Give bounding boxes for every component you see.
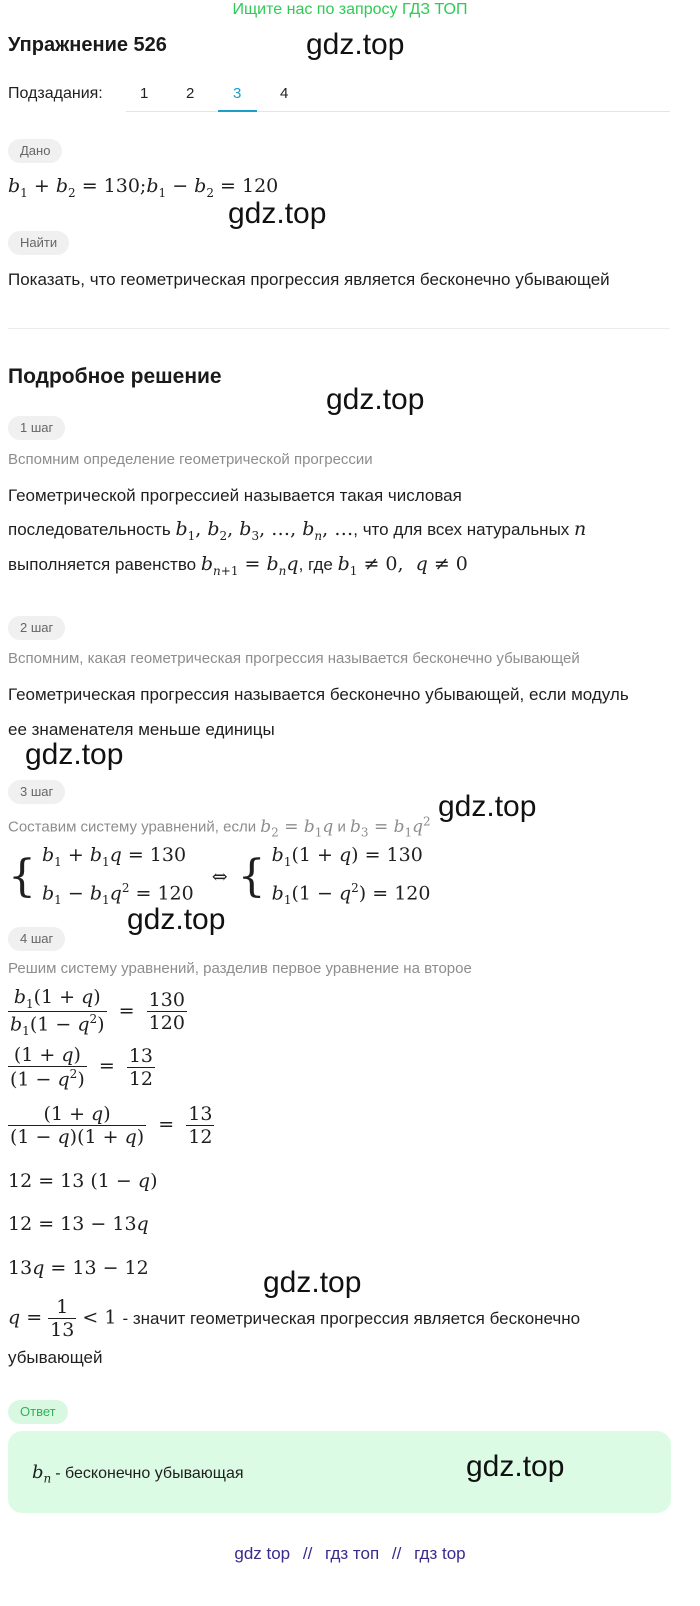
subtasks-tabs — [126, 78, 670, 112]
find-text: Показать, что геометрическая прогрессия является бесконечно убывающей — [8, 270, 610, 289]
step-4-hint: Решим систему уравнений, разделив первое уравнение на второе — [8, 960, 472, 977]
watermark: gdz.top — [263, 1266, 362, 1299]
solution-title: Подробное решение — [8, 365, 222, 388]
given-badge: Дано — [8, 139, 62, 163]
answer-badge: Ответ — [8, 1400, 68, 1424]
watermark: gdz.top — [438, 790, 537, 823]
footer-links — [0, 1544, 700, 1564]
step-1-hint: Вспомним определение геометрической прогрессии — [8, 451, 373, 468]
watermark: gdz.top — [228, 197, 327, 230]
divider — [8, 328, 670, 329]
step-4-conclusion-line2: убывающей — [8, 1348, 103, 1367]
step-4-conclusion: q = $\frac{1}{13}$ < 1 - значит геометрическая прогрессия является бесконечно — [8, 1296, 581, 1341]
subtask-tab-3[interactable]: 3 — [233, 85, 242, 102]
step-2-line1: Геометрическая прогрессия называется бесконечно убывающей, если модуль — [8, 685, 629, 704]
subtask-tab-4[interactable]: 4 — [280, 85, 289, 102]
step-4-eq4: 12 = 13 (1 − q) — [8, 1170, 158, 1192]
subtasks-label: Подзадания: — [8, 85, 103, 102]
watermark: gdz.top — [127, 903, 226, 936]
step-2-hint: Вспомним, какая геометрическая прогрессия называется бесконечно убывающей — [8, 650, 580, 667]
answer-text: $b_n$ - бесконечно убывающая — [32, 1462, 244, 1486]
step-1-line2: последовательность $b_1$, $b_2$, $b_3$, …, $b_n$, …, что для всех натуральных n — [8, 518, 587, 543]
step-4-eq1: $\frac{b_1(1 + q)}{b_1(1 - q^2)}$ = $\frac{130}{120}$ — [10, 986, 185, 1038]
step-4-eq3: $\frac{(1 + q)}{(1 - q)(1 + q)}$ = $\frac{13}{12}$ — [10, 1103, 213, 1148]
footer-separator: // — [391, 1544, 402, 1563]
footer-link-3[interactable]: гдз top — [414, 1544, 466, 1563]
step-3-system: { $b_1 + b_1q = 130$ $b_1 - b_1q^2 = 120$ ⇔ { $b_1(1 + q) = 130$ $b_1(1 - q^2) = 120$ — [8, 844, 431, 907]
step-3-badge: 3 шаг — [8, 780, 65, 804]
active-tab-indicator — [218, 110, 257, 112]
step-4-badge: 4 шаг — [8, 927, 65, 951]
step-4-eq5: 12 = 13 − 13q — [8, 1213, 149, 1235]
step-2-badge: 2 шаг — [8, 616, 65, 640]
subtask-tab-2[interactable]: 2 — [186, 85, 195, 102]
find-badge: Найти — [8, 231, 69, 255]
watermark: gdz.top — [326, 383, 425, 416]
subtask-tab-1[interactable]: 1 — [140, 85, 149, 102]
step-1-line1: Геометрической прогрессией называется такая числовая — [8, 486, 462, 505]
watermark: gdz.top — [466, 1450, 565, 1483]
watermark: gdz.top — [25, 738, 124, 771]
step-4-eq6: 13q = 13 − 12 — [8, 1257, 149, 1279]
footer-separator: // — [302, 1544, 313, 1563]
top-banner[interactable]: Ищите нас по запросу ГДЗ ТОП — [232, 1, 468, 18]
footer-link-2[interactable]: гдз топ — [325, 1544, 380, 1563]
step-3-hint: Составим систему уравнений, если $b_2 = b_1q$ и $b_3 = b_1q^2$ — [8, 814, 431, 840]
step-2-line2: ее знаменателя меньше единицы — [8, 720, 275, 739]
step-1-line3: выполняется равенство $b_{n+1} = b_nq$, где $b_1 \ne 0$, q ≠ 0 — [8, 553, 468, 578]
footer-link-1[interactable]: gdz top — [234, 1544, 291, 1563]
page-title: Упражнение 526 — [8, 34, 167, 56]
step-4-eq2: $\frac{(1 + q)}{(1 - q^2)}$ = $\frac{13}{12}$ — [10, 1044, 154, 1091]
watermark: gdz.top — [306, 28, 405, 61]
given-equation: $b_1 + b_2$ = $130;b_1 - b_2 = 120$ — [8, 175, 279, 200]
step-1-badge: 1 шаг — [8, 416, 65, 440]
